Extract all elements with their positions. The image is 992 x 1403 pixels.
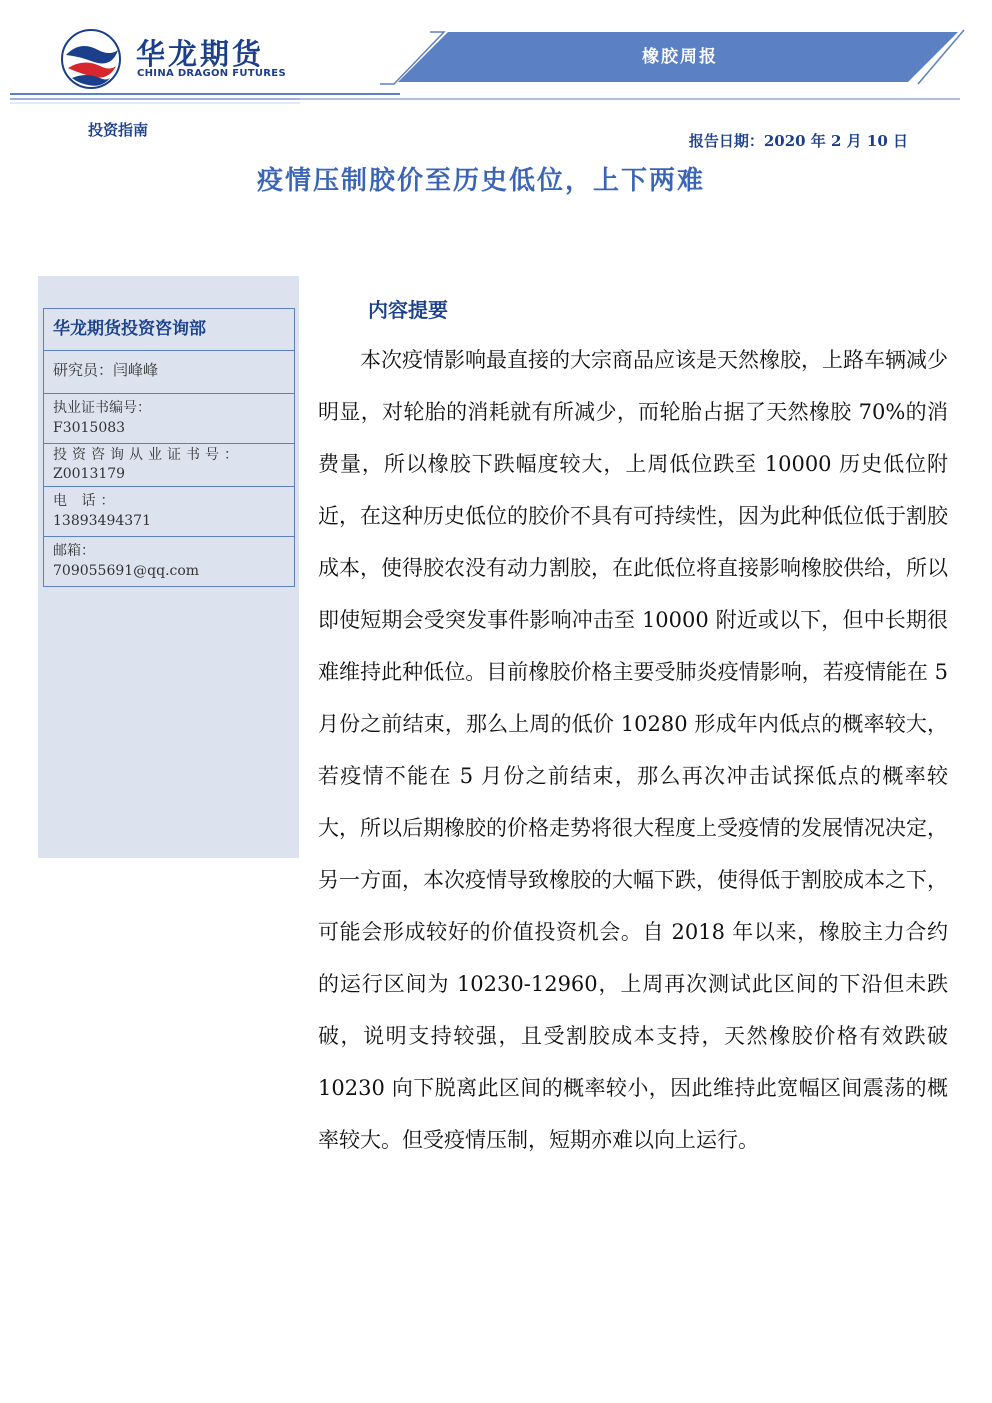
- contact-info-box: [43, 308, 295, 587]
- department-name: 华龙期货投资咨询部: [44, 309, 294, 351]
- researcher-name: 研究员：闫峰峰: [44, 351, 294, 394]
- section-tag: 投资指南: [88, 121, 149, 139]
- phone-label: 电 话：: [53, 493, 120, 509]
- report-type-banner: 橡胶周报: [642, 47, 718, 67]
- page-title: 疫情压制胶价至历史低位，上下两难: [256, 166, 705, 196]
- email-address[interactable]: 709055691@qq.com: [53, 563, 200, 579]
- summary-heading: 内容提要: [368, 298, 448, 322]
- logo-chinese-name: 华龙期货: [136, 37, 265, 71]
- dragon-logo-icon: [60, 28, 122, 90]
- summary-paragraph: 本次疫情影响最直接的大宗商品应该是天然橡胶，上路车辆减少明显，对轮胎的消耗就有所减少，而轮胎占据了天然橡胶 70%的消费量，所以橡胶下跌幅度较大，上周低位跌至 10000 历史低位附近，在这种历史低位的胶价不具有可持续性，因为此种低位低于割胶成本，使得胶农没有动力割胶，在此低位将直接影响橡胶供给，所以即使短期会受突发事件影响冲击至 10000 附近或以下，但中长期很难维持此种低位。目前橡胶价格主要受肺炎疫情影响，若疫情能在 5 月份之前结束，那么上周的低价 10280 形成年内低点的概率较大，若疫情不能在 5 月份之前结束，那么再次冲击试探低点的概率较大，所以后期橡胶的价格走势将很大程度上受疫情的发展情况决定，另一方面，本次疫情导致橡胶的大幅下跌，使得低于割胶成本之下，可能会形成较好的价值投资机会。自 2018 年以来，橡胶主力合约的运行区间为 10230-12960，上周再次测试此区间的下沿但未跌破，说明支持较强，且受割胶成本支持，天然橡胶价格有效跌破 10230 向下脱离此区间的概率较小，因此维持此宽幅区间震荡的概率较大。但受疫情压制，短期亦难以向上运行。: [318, 348, 948, 1152]
- phone-number: 13893494371: [53, 513, 151, 529]
- logo-english-name: CHINA DRAGON FUTURES: [137, 68, 286, 79]
- phone-cell: [44, 487, 294, 537]
- license-label: 执业证书编号：: [53, 400, 151, 416]
- license-number: F3015083: [53, 420, 126, 436]
- report-date: 报告日期：2020 年 2 月 10 日: [688, 132, 908, 150]
- consult-license-number: Z0013179: [53, 466, 126, 482]
- company-logo: [60, 28, 320, 90]
- sidebar-panel: [38, 276, 299, 858]
- consult-license-label: 投资咨询从业证书号：: [53, 447, 243, 463]
- email-cell: [44, 537, 294, 587]
- consult-license-cell: [44, 444, 294, 487]
- license-cell: [44, 394, 294, 444]
- email-label: 邮箱：: [53, 543, 95, 559]
